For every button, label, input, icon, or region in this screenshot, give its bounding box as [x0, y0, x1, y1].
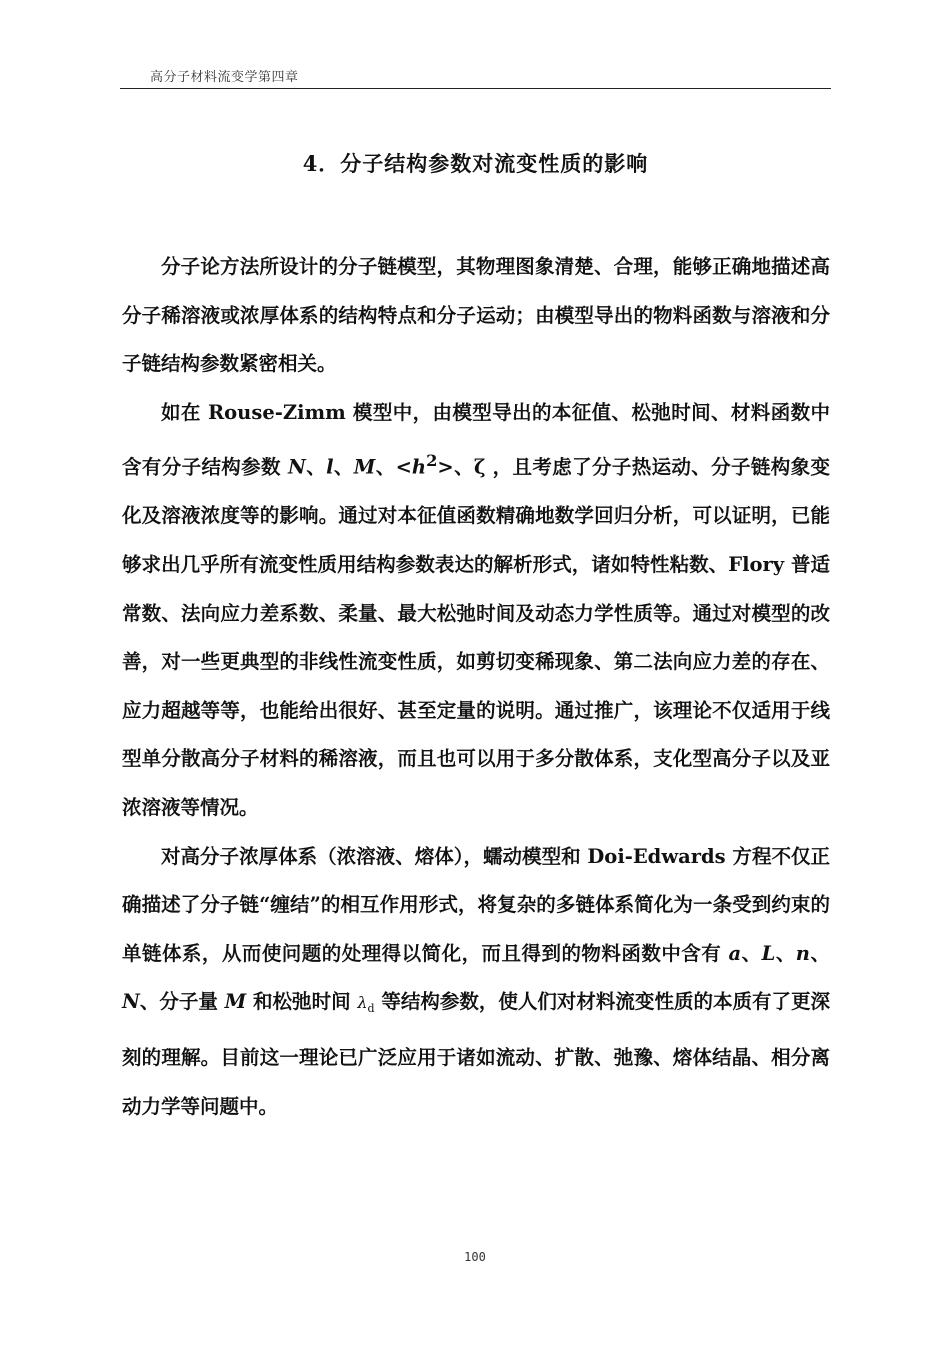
symbol-lambda-d [357, 993, 375, 1016]
symbol-N: N [288, 455, 306, 479]
paragraph-2 [122, 389, 830, 833]
separator: 、 [305, 455, 327, 479]
section-title: 4．分子结构参数对流变性质的影响 [302, 151, 649, 176]
paragraph-3-text-1: 对高分子浓厚体系（浓溶液、熔体），蠕动模型和 Doi-Edwards 方程不仅正确描述了分子链“缠结”的相互作用形式，将复杂的多链体系简化为一条受到约束的单链体系，从而使问题的处理得以简化，而且得到的物料函数中含有 [122, 844, 830, 965]
lambda-glyph: λ [357, 993, 368, 1013]
symbol-L: L [761, 941, 776, 965]
paragraph-1: 分子论方法所设计的分子链模型，其物理图象清楚、合理，能够正确地描述高分子稀溶液或浓厚体系的结构特点和分子运动；由模型导出的物料函数与溶液和分子链结构参数紧密相关。 [122, 255, 830, 376]
separator: 、< [375, 455, 412, 479]
symbol-N: N [122, 990, 140, 1014]
page-number: 100 [464, 1250, 486, 1264]
body-text [122, 243, 830, 1131]
symbol-M: M [224, 990, 247, 1014]
separator: 、 [809, 941, 830, 965]
header-rule [120, 88, 831, 89]
separator: >、ζ ， [437, 455, 513, 479]
separator: 、 [741, 941, 762, 965]
running-header: 高分子材料流变学第四章 [150, 70, 299, 85]
separator: 、 [333, 455, 354, 479]
symbol-a: a [728, 941, 742, 965]
paragraph-3-text-2: 等结构参数，使人们对材料流变性质的本质有了更深刻的理解。目前这一理论已广泛应用于诸如流动、扩散、弛豫、熔体结晶、相分离动力学等问题中。 [122, 990, 830, 1118]
separator: 、分子量 [139, 990, 225, 1014]
lambda-subscript: d [367, 1002, 375, 1016]
symbol-M: M [353, 455, 376, 479]
symbol-n: n [795, 941, 810, 965]
symbol-l: l [326, 455, 334, 479]
paragraph-3 [122, 833, 830, 1132]
separator: 和松弛时间 [246, 990, 358, 1014]
symbol-h: h [411, 455, 427, 479]
paragraph-2-text-2: 且考虑了分子热运动、分子链构象变化及溶液浓度等的影响。通过对本征值函数精确地数学回归分析，可以证明，已能够求出几乎所有流变性质用结构参数表达的解析形式，诸如特性粘数、Flory 普适常数、法向应力差系数、柔量、最大松弛时间及动态力学性质等。通过对模型的改善，对一些更典型的非线性流变性质，如剪切变稀现象、第二法向应力差的存在、应力超越等等，也能给出很好、甚至定量的说明。通过推广，该理论不仅适用于线型单分散高分子材料的稀溶液，而且也可以用于多分散体系，支化型高分子以及亚浓溶液等情况。 [122, 455, 830, 820]
superscript-2: 2 [426, 451, 438, 471]
paragraph-2-text-1: 如在 Rouse-Zimm 模型中，由模型导出的本征值、松弛时间、材料函数中含有分子结构参数 [122, 400, 830, 479]
separator: 、 [775, 941, 796, 965]
